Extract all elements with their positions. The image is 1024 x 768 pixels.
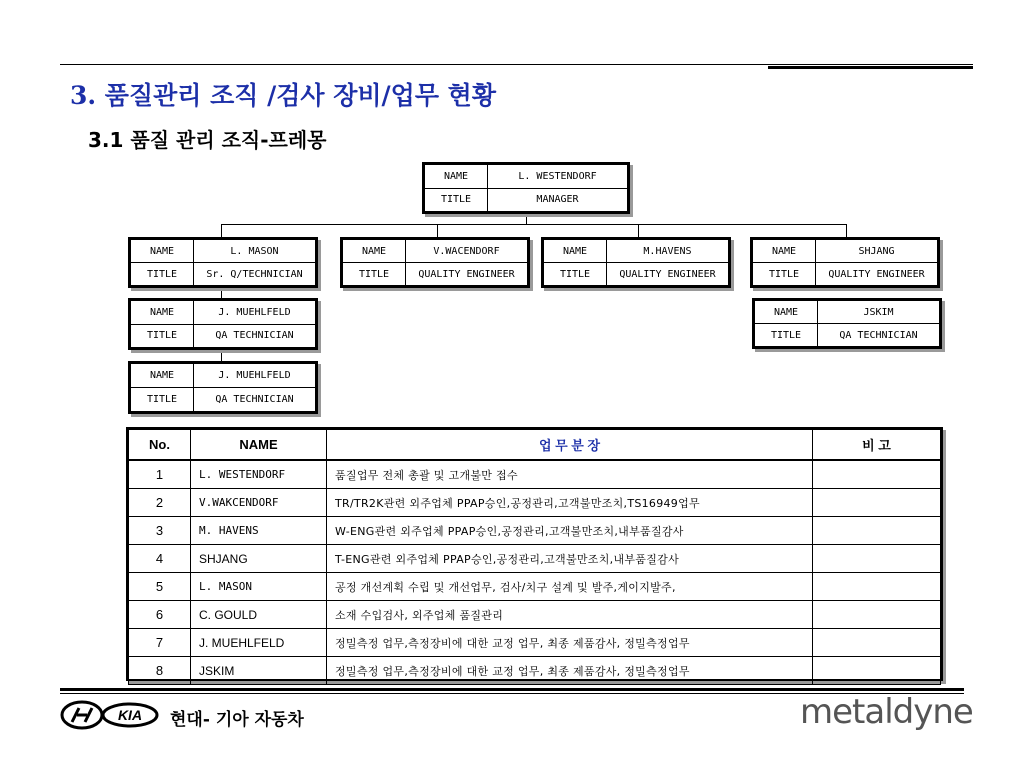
footer-company: 현대- 기아 자동차 xyxy=(170,710,304,730)
table-row xyxy=(129,629,941,657)
name-label: NAME xyxy=(755,301,818,324)
row-name: SHJANG xyxy=(191,545,327,573)
member-title: QUALITY ENGINEER xyxy=(607,263,729,286)
top-rule-thick xyxy=(768,66,973,69)
table-row xyxy=(129,489,941,517)
manager-title: MANAGER xyxy=(488,188,628,212)
duties-header-row xyxy=(129,430,941,461)
row-name: L. WESTENDORF xyxy=(191,460,327,489)
row-no: 3 xyxy=(129,517,191,545)
table-row xyxy=(129,601,941,629)
row-note xyxy=(813,545,941,573)
row-note xyxy=(813,460,941,489)
member-title: QUALITY ENGINEER xyxy=(406,263,528,286)
row-no: 6 xyxy=(129,601,191,629)
title-label: TITLE xyxy=(544,263,607,286)
row-duty: 소재 수입검사, 외주업체 품질관리 xyxy=(327,601,813,629)
title-label: TITLE xyxy=(131,324,194,348)
member-name: V.WACENDORF xyxy=(406,240,528,263)
row-no: 1 xyxy=(129,460,191,489)
metaldyne-logo: metaldyne xyxy=(800,692,973,732)
table-row xyxy=(129,460,941,489)
org-box-col1-3 xyxy=(128,361,318,414)
name-label: NAME xyxy=(131,240,194,263)
name-label: NAME xyxy=(753,240,816,263)
title-label: TITLE xyxy=(753,263,816,286)
kia-logo-text: KIA xyxy=(117,707,143,723)
row-note xyxy=(813,629,941,657)
table-row xyxy=(129,517,941,545)
name-label: NAME xyxy=(425,165,488,189)
org-box-col3 xyxy=(541,237,731,288)
header-name: NAME xyxy=(191,430,327,461)
row-duty: T-ENG관련 외주업체 PPAP승인,공정관리,고객불만조치,내부품질감사 xyxy=(327,545,813,573)
manager-name: L. WESTENDORF xyxy=(488,165,628,189)
member-name: M.HAVENS xyxy=(607,240,729,263)
member-name: J. MUEHLFELD xyxy=(194,364,316,388)
table-row xyxy=(129,573,941,601)
header-note: 비 고 xyxy=(813,430,941,461)
connector-col1 xyxy=(221,224,222,238)
connector-horizontal xyxy=(221,224,847,225)
title-label: TITLE xyxy=(425,188,488,212)
row-name: C. GOULD xyxy=(191,601,327,629)
page-title: 3. 품질관리 조직 /검사 장비/업무 현황 xyxy=(70,81,496,110)
title-label: TITLE xyxy=(131,263,194,286)
member-name: J. MUEHLFELD xyxy=(194,301,316,325)
hyundai-kia-logo xyxy=(60,698,160,732)
row-no: 2 xyxy=(129,489,191,517)
name-label: NAME xyxy=(131,364,194,388)
row-no: 7 xyxy=(129,629,191,657)
row-duty: 정밀측정 업무,측정장비에 대한 교정 업무, 최종 제품감사, 정밀측정업무 xyxy=(327,657,813,685)
row-note xyxy=(813,517,941,545)
member-name: SHJANG xyxy=(816,240,938,263)
member-title: QA TECHNICIAN xyxy=(818,324,940,347)
row-note xyxy=(813,489,941,517)
row-duty: 공정 개선계획 수립 및 개선업무, 검사/치구 설계 및 발주,게이지발주, xyxy=(327,573,813,601)
member-title: QA TECHNICIAN xyxy=(194,388,316,412)
row-duty: 정밀측정 업무,측정장비에 대한 교정 업무, 최종 제품감사, 정밀측정업무 xyxy=(327,629,813,657)
org-box-col4-2 xyxy=(752,298,942,349)
table-row xyxy=(129,545,941,573)
row-duty: 품질업무 전체 총괄 및 고개불만 접수 xyxy=(327,460,813,489)
row-name: M. HAVENS xyxy=(191,517,327,545)
name-label: NAME xyxy=(343,240,406,263)
row-note xyxy=(813,573,941,601)
connector-col2 xyxy=(437,224,438,238)
section-subtitle: 3.1 품질 관리 조직-프레몽 xyxy=(88,128,327,152)
org-box-col1-1 xyxy=(128,237,318,288)
org-box-manager xyxy=(422,162,630,214)
org-box-col1-2 xyxy=(128,298,318,350)
row-no: 5 xyxy=(129,573,191,601)
row-name: JSKIM xyxy=(191,657,327,685)
member-name: JSKIM xyxy=(818,301,940,324)
title-label: TITLE xyxy=(343,263,406,286)
header-no: No. xyxy=(129,430,191,461)
member-title: Sr. Q/TECHNICIAN xyxy=(194,263,316,286)
row-name: L. MASON xyxy=(191,573,327,601)
org-box-col2 xyxy=(340,237,530,288)
title-label: TITLE xyxy=(755,324,818,347)
row-duty: W-ENG관련 외주업체 PPAP승인,공정관리,고객불만조치,내부품질감사 xyxy=(327,517,813,545)
header-duty: 업 무 분 장 xyxy=(327,430,813,461)
row-name: V.WAKCENDORF xyxy=(191,489,327,517)
row-duty: TR/TR2K관련 외주업체 PPAP승인,공정관리,고객불만조치,TS16949업무 xyxy=(327,489,813,517)
bottom-rule-thick xyxy=(60,688,964,691)
connector-col4 xyxy=(846,224,847,238)
org-box-col4-1 xyxy=(750,237,940,288)
member-title: QUALITY ENGINEER xyxy=(816,263,938,286)
top-rule-thin xyxy=(60,64,973,65)
row-no: 4 xyxy=(129,545,191,573)
name-label: NAME xyxy=(544,240,607,263)
title-label: TITLE xyxy=(131,388,194,412)
member-title: QA TECHNICIAN xyxy=(194,324,316,348)
connector-col3 xyxy=(638,224,639,238)
duties-table xyxy=(126,427,943,681)
table-row xyxy=(129,657,941,685)
row-name: J. MUEHLFELD xyxy=(191,629,327,657)
name-label: NAME xyxy=(131,301,194,325)
member-name: L. MASON xyxy=(194,240,316,263)
row-no: 8 xyxy=(129,657,191,685)
row-note xyxy=(813,601,941,629)
row-note xyxy=(813,657,941,685)
